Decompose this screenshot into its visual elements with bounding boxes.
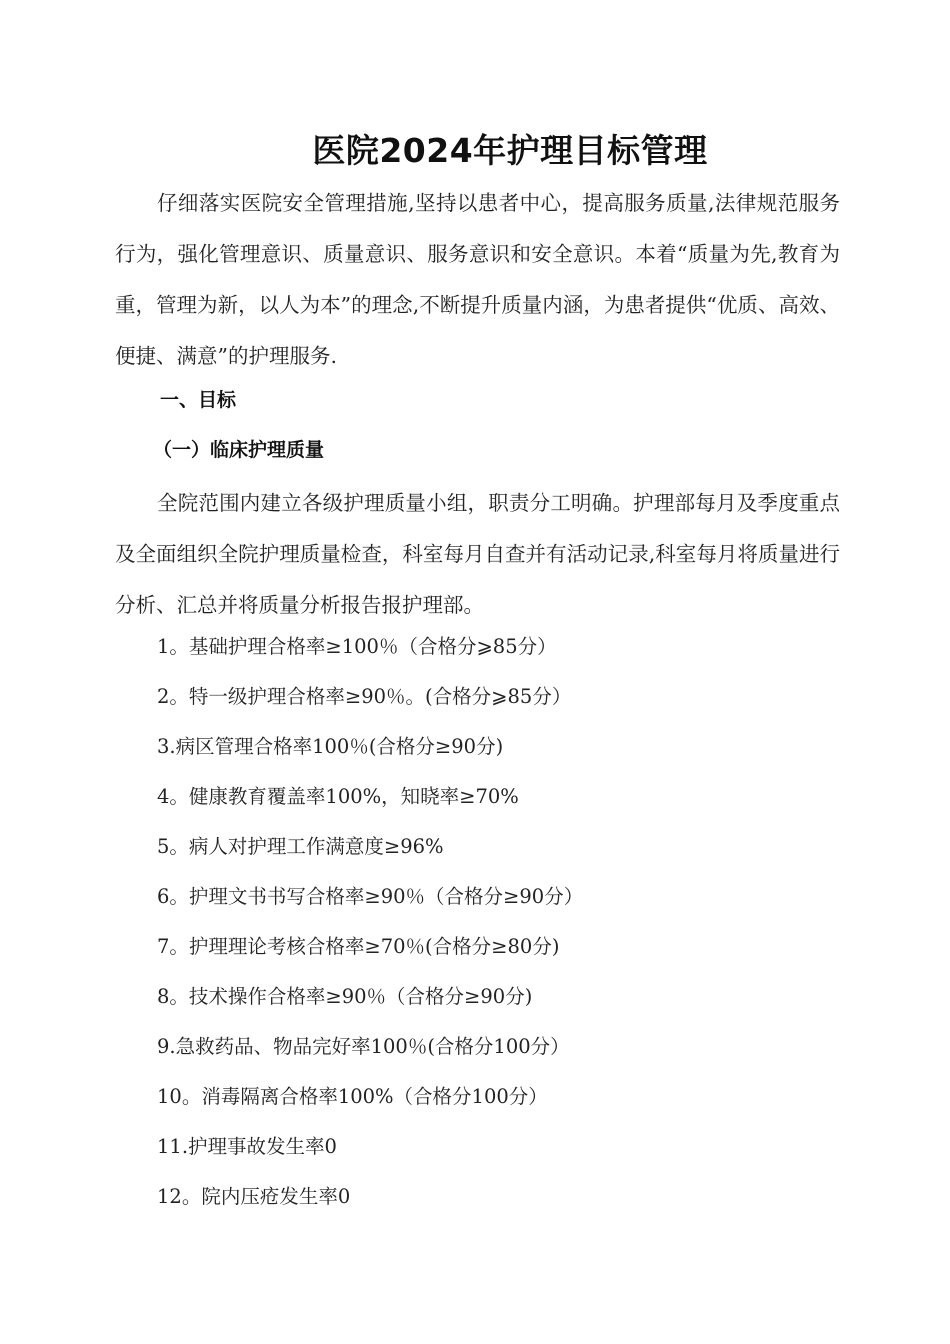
goal-item: 9.急救药品、物品完好率100％(合格分100分）	[157, 1035, 570, 1058]
subsection-heading: （一）临床护理质量	[153, 439, 325, 461]
goal-item: 10。消毒隔离合格率100%（合格分100分）	[157, 1085, 548, 1108]
goal-item: 8。技术操作合格率≥90％（合格分≥90分)	[157, 985, 533, 1008]
goal-item: 5。病人对护理工作满意度≥96%	[157, 835, 444, 858]
goal-item: 6。护理文书书写合格率≥90％（合格分≥90分）	[157, 885, 584, 908]
subsection-paragraph: 全院范围内建立各级护理质量小组，职责分工明确。护理部每月及季度重点及全面组织全院护理质量检查，科室每月自查并有活动记录,科室每月将质量进行分析、汇总并将质量分析报告报护理部。	[115, 491, 840, 617]
goal-item: 2。特一级护理合格率≥90％。(合格分⩾85分）	[157, 685, 572, 708]
goal-item: 4。健康教育覆盖率100%，知晓率≥70%	[157, 785, 519, 808]
intro-paragraph: 仔细落实医院安全管理措施,坚持以患者中心，提高服务质量,法律规范服务行为，强化管理意识、质量意识、服务意识和安全意识。本着“质量为先,教育为重，管理为新，以人为本”的理念,不断提升质量内涵，为患者提供“优质、高效、便捷、满意”的护理服务.	[115, 191, 840, 368]
goal-item: 12。院内压疮发生率0	[157, 1185, 351, 1208]
goal-item: 3.病区管理合格率100％(合格分≥90分)	[157, 735, 504, 758]
document-title: 医院2024年护理目标管理	[312, 131, 708, 170]
goal-item: 1。基础护理合格率≥100％（合格分⩾85分）	[157, 635, 557, 658]
goal-item: 11.护理事故发生率0	[157, 1135, 337, 1158]
section-heading: 一、目标	[160, 389, 237, 411]
goals-list	[157, 630, 583, 1230]
goal-item: 7。护理理论考核合格率≥70％(合格分≥80分)	[157, 935, 560, 958]
